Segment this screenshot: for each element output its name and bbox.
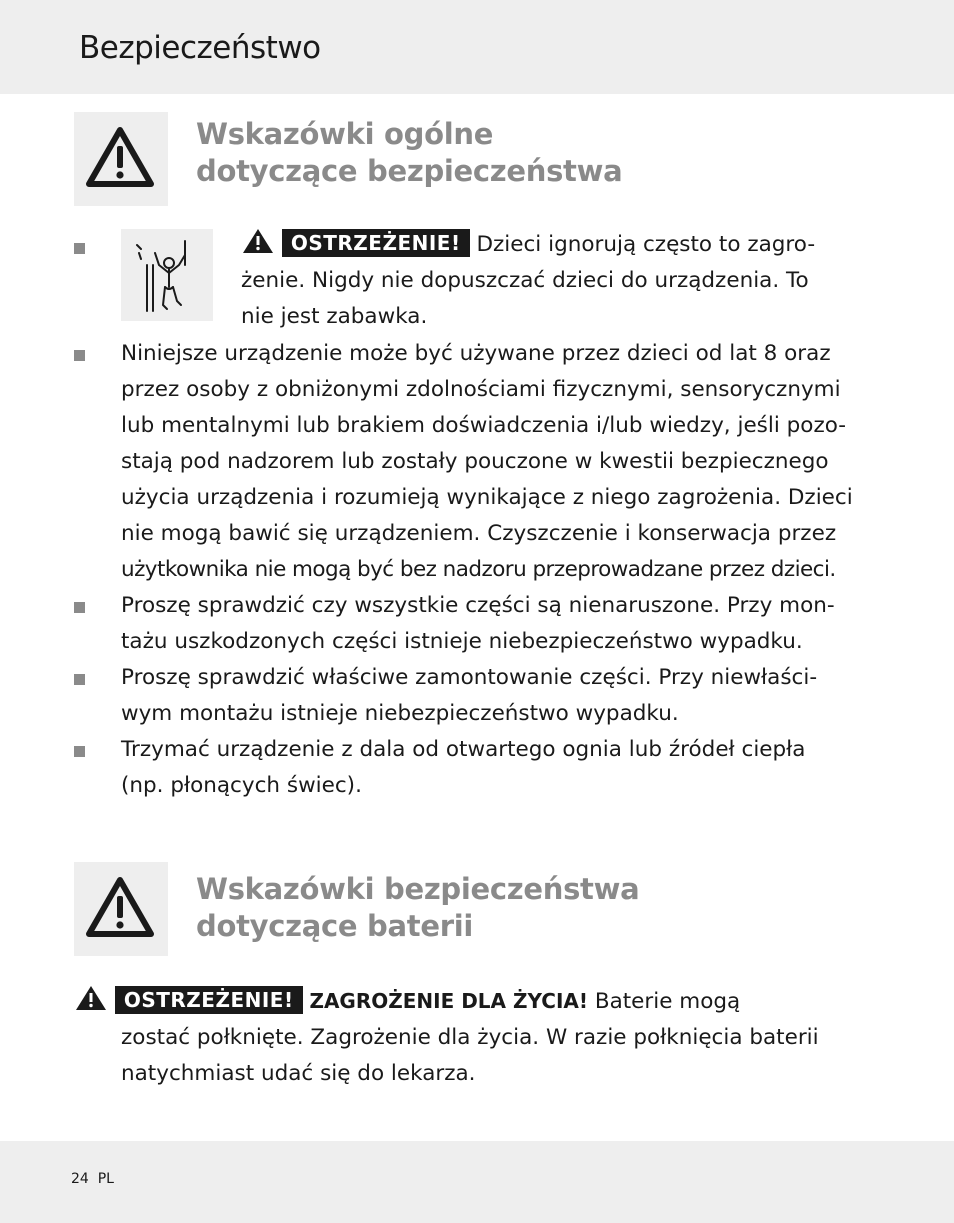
warning-triangle-icon xyxy=(85,126,155,188)
square-bullet-icon xyxy=(74,602,85,613)
warning-line: nie jest zabawka. xyxy=(241,304,428,329)
footer-band xyxy=(0,1141,954,1223)
text-line: użycia urządzenia i rozumieją wynikające z niego zagrożenia. Dzieci xyxy=(121,485,853,510)
warning-triangle-icon xyxy=(74,984,108,1012)
hazard-label: ZAGROŻENIE DLA ŻYCIA! xyxy=(309,989,588,1013)
square-bullet-icon xyxy=(74,243,85,254)
text-line: (np. płonących świec). xyxy=(121,773,362,798)
list-item xyxy=(121,336,881,588)
list-item xyxy=(121,732,881,804)
language-code: PL xyxy=(97,1171,114,1187)
square-bullet-icon xyxy=(74,350,85,361)
warning-box-battery xyxy=(74,862,168,956)
text-line: Niniejsze urządzenie może być używane przez dzieci od lat 8 oraz xyxy=(121,341,831,366)
square-bullet-icon xyxy=(74,746,85,757)
list-item xyxy=(121,588,881,660)
list-item xyxy=(121,660,881,732)
page-title: Bezpieczeństwo xyxy=(79,30,321,66)
warning-line: Baterie mogą xyxy=(594,989,741,1014)
signal-word-badge: OSTRZEŻENIE! xyxy=(115,986,303,1014)
child-hazard-box xyxy=(121,229,213,321)
text-line: Proszę sprawdzić właściwe zamontowanie części. Przy niewłaści- xyxy=(121,665,818,690)
text-line: nie mogą bawić się urządzeniem. Czyszczenie i konserwacja przez xyxy=(121,521,837,546)
heading-line: dotyczące baterii xyxy=(196,909,473,943)
warning-triangle-icon xyxy=(241,227,275,255)
heading-line: Wskazówki bezpieczeństwa xyxy=(196,872,640,906)
text-line: stają pod nadzorem lub zostały pouczone w kwestii bezpiecznego xyxy=(121,449,829,474)
warning-line: zostać połknięte. Zagrożenie dla życia. W razie połknięcia baterii xyxy=(121,1025,819,1050)
text-line: tażu uszkodzonych części istnieje niebezpieczeństwo wypadku. xyxy=(121,629,803,654)
children-warning-text xyxy=(241,227,881,335)
signal-word-badge: OSTRZEŻENIE! xyxy=(282,229,470,257)
warning-line: żenie. Nigdy nie dopuszczać dzieci do urządzenia. To xyxy=(241,268,809,293)
child-hazard-icon xyxy=(129,235,205,315)
text-line: wym montażu istnieje niebezpieczeństwo wypadku. xyxy=(121,701,679,726)
warning-line: natychmiast udać się do lekarza. xyxy=(121,1061,476,1086)
heading-line: Wskazówki ogólne xyxy=(196,117,494,151)
warning-triangle-icon xyxy=(85,876,155,938)
page-number-value: 24 xyxy=(71,1171,89,1187)
text-line: przez osoby z obniżonymi zdolnościami fizycznymi, sensorycznymi xyxy=(121,377,841,402)
page-number xyxy=(71,1171,114,1187)
text-line: Proszę sprawdzić czy wszystkie części są nienaruszone. Przy mon- xyxy=(121,593,835,618)
square-bullet-icon xyxy=(74,674,85,685)
warning-box-general xyxy=(74,112,168,206)
heading-line: dotyczące bezpieczeństwa xyxy=(196,154,623,188)
text-line: użytkownika nie mogą być bez nadzoru przeprowadzane przez dzieci. xyxy=(121,557,836,582)
battery-warning-text xyxy=(74,983,874,1092)
warning-line: Dzieci ignorują często to zagro- xyxy=(476,232,816,257)
section-heading-general xyxy=(196,116,622,190)
section-heading-battery xyxy=(196,871,639,945)
text-line: Trzymać urządzenie z dala od otwartego ognia lub źródeł ciepła xyxy=(121,737,806,762)
text-line: lub mentalnymi lub brakiem doświadczenia i/lub wiedzy, jeśli pozo- xyxy=(121,413,847,438)
